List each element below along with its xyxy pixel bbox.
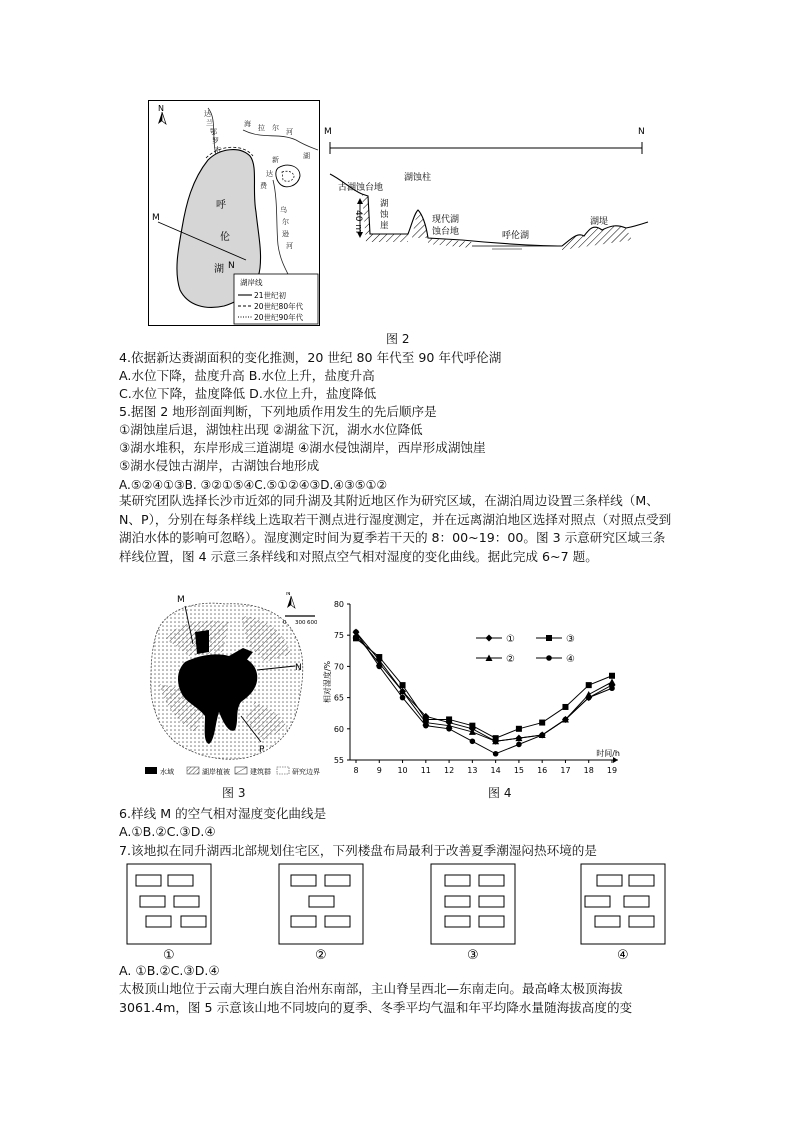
label-ancient-platform: 古湖蚀台地	[338, 183, 384, 193]
layout-label-4: ④	[617, 948, 629, 963]
q5-line-2: ③湖水堆积，东岸形成三道湖堤 ④湖水侵蚀湖岸，西岸形成湖蚀崖	[119, 440, 486, 455]
label-cliff-char: 湖	[380, 199, 389, 209]
data-point	[516, 726, 522, 732]
place-char: 兰	[206, 119, 213, 127]
figure2-map	[148, 100, 320, 326]
legend-marker	[486, 635, 493, 642]
figure2-profile	[322, 122, 652, 277]
data-point	[493, 751, 499, 757]
profile-n-label: N	[638, 127, 645, 137]
label-modern-platform: 蚀台地	[432, 227, 460, 237]
data-point	[493, 735, 499, 741]
q5-line-3: ⑤湖水侵蚀古湖岸，古湖蚀台地形成	[119, 458, 320, 473]
layout-label-3: ③	[467, 948, 479, 963]
data-point	[423, 723, 429, 729]
q5-options: A.⑤②④①③B. ③②①⑤④C.⑤①②④③D.④③⑤①②	[119, 478, 388, 492]
place-char: 鄂	[210, 128, 217, 136]
legend-buildings: 建筑群	[250, 768, 271, 776]
map-lake-char-1: 呼	[216, 200, 226, 211]
layout-option-4	[581, 864, 665, 944]
data-point	[539, 732, 545, 738]
x-axis-label: 时间/h	[596, 749, 620, 758]
legend-title: 湖岸线	[240, 278, 263, 287]
q4-options-1: A.水位下降，盐度升高 B.水位上升，盐度升高	[119, 368, 375, 383]
x-tick-label: 18	[583, 766, 594, 775]
map-lake-char-2: 伦	[220, 232, 230, 243]
legend-label: ④	[566, 654, 575, 665]
legend-water: 水域	[160, 768, 174, 776]
x-tick-label: 15	[513, 766, 525, 775]
figure3-legend	[143, 764, 323, 778]
q4-stem: 4.依据新达赉湖面积的变化推测，20 世纪 80 年代至 90 年代呼伦湖	[119, 350, 502, 365]
map-lake-char-3: 湖	[214, 264, 224, 275]
place-char: 罗	[212, 137, 219, 145]
legend-vegetation: 湖岸植被	[202, 768, 230, 776]
layout-label-2: ②	[315, 948, 327, 963]
place-char: 新	[272, 156, 279, 164]
x-tick-label: 10	[397, 766, 408, 775]
legend-label: ①	[506, 634, 515, 645]
label-embankment: 湖堤	[590, 217, 609, 227]
legend-item: 20世纪90年代	[254, 313, 304, 322]
q7-options: A. ①B.②C.③D.④	[119, 963, 220, 978]
place-char: 尔	[272, 124, 279, 132]
y-tick-label: 75	[333, 631, 344, 641]
data-point	[353, 629, 359, 635]
map-m-label: M	[152, 213, 160, 223]
fig3-north-label: N	[286, 592, 291, 597]
place-char: 海	[244, 120, 251, 128]
figure3-map	[145, 592, 317, 772]
fig3-p-label: P	[259, 745, 265, 755]
data-point	[609, 679, 616, 686]
legend-boundary: 研究边界	[292, 768, 320, 776]
label-pillar: 湖蚀柱	[404, 173, 432, 183]
y-tick-label: 65	[333, 693, 344, 703]
data-point	[516, 742, 522, 748]
x-tick-label: 16	[537, 766, 548, 775]
series-line-2	[356, 635, 612, 741]
x-tick-label: 12	[443, 766, 455, 775]
legend-label: ③	[566, 634, 575, 645]
figure4-chart	[318, 592, 648, 782]
y-tick-label: 55	[333, 756, 344, 765]
x-tick-label: 11	[420, 766, 431, 775]
data-point	[539, 720, 545, 726]
q5-stem: 5.据图 2 地形剖面判断，下列地质作用发生的先后顺序是	[119, 404, 437, 419]
data-point	[446, 726, 452, 732]
y-tick-label: 70	[333, 662, 344, 672]
figure2-caption: 图 2	[386, 332, 410, 346]
q6-options: A.①B.②C.③D.④	[119, 824, 216, 839]
place-char: 河	[286, 128, 293, 136]
place-char: 达	[204, 110, 211, 118]
data-point	[586, 682, 592, 688]
place-char: 尔	[282, 218, 289, 226]
map-north-label: N	[158, 104, 164, 113]
data-point	[353, 635, 359, 641]
x-tick-label: 8	[353, 766, 359, 775]
legend-label: ②	[506, 654, 515, 665]
data-point	[400, 695, 406, 701]
q7-layouts	[119, 858, 679, 964]
layout-option-2	[279, 864, 363, 944]
data-point	[586, 695, 592, 701]
fig3-m-label: M	[177, 595, 185, 605]
layout-option-1	[127, 864, 211, 944]
x-tick-label: 14	[490, 766, 501, 775]
data-point	[609, 685, 615, 691]
y-tick-label: 60	[333, 724, 344, 734]
legend-marker	[546, 655, 552, 661]
fig3-n-label: N	[295, 663, 302, 673]
x-tick-label: 19	[606, 766, 618, 775]
x-tick-label: 17	[560, 766, 571, 775]
x-tick-label: 9	[376, 766, 382, 775]
legend-marker	[546, 635, 552, 641]
data-point	[562, 704, 568, 710]
data-point	[376, 654, 382, 660]
layout-option-3	[431, 864, 515, 944]
north-arrow-icon	[287, 596, 295, 608]
place-char: 拉	[258, 124, 265, 132]
place-char: 湖	[303, 152, 310, 160]
place-char: 费	[260, 182, 267, 190]
layout-label-1: ①	[163, 948, 175, 963]
y-tick-label: 80	[333, 600, 344, 609]
scale-tick: 300	[295, 620, 306, 626]
place-char: 达	[266, 170, 273, 178]
profile-m-label: M	[324, 127, 332, 137]
label-modern-platform: 现代湖	[432, 215, 460, 225]
map-n-label: N	[228, 261, 235, 271]
data-point	[423, 716, 429, 722]
legend-item: 21世纪初	[254, 291, 287, 300]
q4-options-2: C.水位下降，盐度降低 D.水位上升，盐度降低	[119, 386, 377, 401]
q5-line-1: ①湖蚀崖后退，湖蚀柱出现 ②湖盆下沉，湖水水位降低	[119, 422, 423, 437]
data-point	[469, 723, 475, 729]
profile-scale: 40 m	[353, 210, 363, 234]
label-cliff-char: 崖	[380, 221, 389, 231]
x-tick-label: 13	[467, 766, 478, 775]
data-point	[609, 673, 615, 679]
figure4-caption: 图 4	[488, 786, 512, 800]
q7-stem: 7.该地拟在同升湖西北部规划住宅区，下列楼盘布局最利于改善夏季潮湿闷热环境的是	[119, 843, 597, 858]
q6-stem: 6.样线 M 的空气相对湿度变化曲线是	[119, 806, 327, 821]
scale-tick: 0	[283, 620, 287, 626]
place-char: 乌	[280, 206, 287, 214]
place-char: 逊	[282, 230, 289, 238]
y-axis-label: 相对湿度/%	[323, 660, 332, 704]
label-lake: 呼伦湖	[502, 231, 530, 241]
data-point	[446, 716, 452, 722]
legend-item: 20世纪80年代	[254, 302, 304, 311]
label-cliff-char: 蚀	[380, 210, 389, 220]
data-point	[563, 717, 569, 723]
material-paragraph-2: 太极顶山地位于云南大理白族自治州东南部，主山脊呈西北—东南走向。最高峰太极顶海拔 3061.4m，图 5 示意该山地不同坡向的夏季、冬季平均气温和年平均降水量随海拔高度的变	[119, 981, 633, 1015]
data-point	[376, 664, 382, 670]
figure3-caption: 图 3	[222, 786, 246, 800]
place-char: 木	[214, 146, 221, 154]
place-char: 河	[286, 242, 293, 250]
data-point	[470, 738, 476, 744]
scale-tick: 600	[307, 620, 317, 626]
material-paragraph-1: 某研究团队选择长沙市近郊的同升湖及其附近地区作为研究区域，在湖泊周边设置三条样线（M、N、P），分别在每条样线上选取若干测点进行湿度测定，并在远离湖泊地区选择对照点（对照点受到湖泊水体的影响可忽略）。湿度测定时间为夏季若干天的 8：00~19：00。图 3 示意研究区域三条样线位置，图 4 示意三条样线和对照点空气相对湿度的变化曲线。据此完成 6~7 题。	[119, 493, 672, 564]
data-point	[400, 682, 406, 688]
